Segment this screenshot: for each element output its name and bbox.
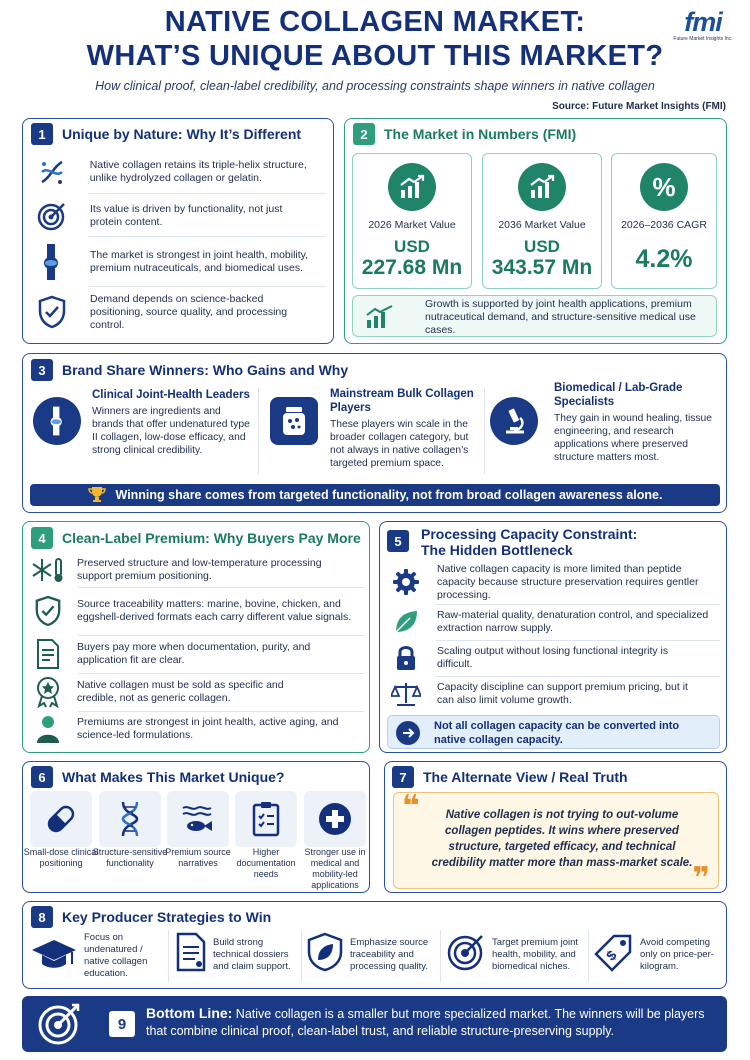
logo-subtext: Future Market Insights Inc. (673, 36, 733, 42)
percent-icon: % (640, 163, 688, 211)
list-item (32, 290, 328, 334)
divider (301, 930, 302, 982)
callout-text: Not all collagen capacity can be converted into native collagen capacity. (434, 720, 680, 746)
winner-icon-circle (270, 397, 318, 445)
list-item (32, 240, 328, 284)
stat-card (611, 153, 717, 289)
microscope-icon (490, 397, 538, 445)
stat-value: 227.68 Mn (361, 256, 463, 279)
stat-card (352, 153, 472, 289)
quote-box (393, 790, 719, 895)
list-item (388, 606, 724, 638)
supplement-jar-icon (270, 397, 318, 445)
arrow-right-icon (396, 721, 420, 745)
divider (484, 388, 485, 474)
stat-currency: USD (524, 237, 560, 256)
section-number: 9 (109, 1011, 135, 1037)
stat-value: 4.2% (635, 245, 693, 273)
svg-text:$: $ (602, 946, 620, 964)
section-title-line2: The Hidden Bottleneck (421, 542, 573, 558)
close-quote-icon: ❞ (692, 862, 710, 895)
target-icon (32, 200, 72, 232)
strategy-text: Target premium joint health, mobility, and biomedical niches. (492, 936, 579, 972)
divider (168, 930, 169, 982)
growth-chart-icon (518, 163, 566, 211)
page-title-line1: NATIVE COLLAGEN MARKET: (164, 6, 586, 38)
list-item (30, 675, 366, 709)
section-title: The Market in Numbers (FMI) (384, 126, 577, 142)
gear-icon (388, 568, 424, 596)
bottom-line-banner (22, 996, 727, 1052)
document-icon (175, 932, 207, 977)
divider (436, 676, 720, 677)
snowflake-thermometer-icon (30, 556, 66, 584)
item-text: Capacity discipline can support premium pricing, but it can also limit volume growth. (437, 681, 688, 706)
fish-icon (167, 791, 229, 847)
banner-text: Winning share comes from targeted functionality, not from broad collagen awareness alone. (115, 488, 663, 502)
winner-card (92, 388, 252, 457)
winner-card (330, 387, 480, 470)
list-item (30, 589, 366, 633)
strategy-text: Emphasize source traceability and processing quality. (350, 936, 429, 972)
item-text: Raw-material quality, denaturation control, and specialized extraction narrow supply. (437, 609, 709, 634)
section2-header (353, 123, 576, 145)
section-number: 8 (31, 906, 53, 928)
section-title: Unique by Nature: Why It’s Different (62, 126, 302, 142)
bottom-line-text (146, 1005, 716, 1040)
target-icon (36, 1001, 82, 1052)
stat-value: 343.57 Mn (491, 256, 593, 279)
clipboard-icon (235, 791, 297, 847)
note-text: Growth is supported by joint health applications, premium nutraceutical demand, and structure-sensitive medical use cases. (425, 298, 696, 336)
bar-chart-icon (365, 304, 395, 330)
item-text: Native collagen retains its triple-helix structure, unlike hydrolyzed collagen or gelatin. (89, 159, 307, 184)
divider (78, 711, 364, 712)
section-number: 2 (353, 123, 375, 145)
divider (88, 236, 326, 237)
medical-cross-icon (304, 791, 366, 847)
dna-icon (99, 791, 161, 847)
section1-header (31, 123, 301, 145)
section-title: Key Producer Strategies to Win (62, 909, 272, 925)
stat-label: 2036 Market Value (498, 219, 586, 231)
tile-label: Stronger use in medical and mobility-led applications (304, 847, 366, 890)
tile-label: Small-dose clinical positioning (23, 847, 99, 868)
divider (436, 640, 720, 641)
section-title: Clean-Label Premium: Why Buyers Pay More (62, 530, 361, 546)
tile-label: Structure-sensitive functionality (92, 847, 168, 868)
winning-share-banner (30, 484, 720, 506)
strategy-item (30, 932, 164, 980)
list-item (30, 554, 366, 586)
divider (258, 388, 259, 474)
section-title-line1: Processing Capacity Constraint: (421, 526, 638, 542)
section7-header (392, 766, 628, 788)
section-title: The Alternate View / Real Truth (423, 769, 628, 785)
strategy-item (175, 932, 305, 977)
winner-icon-circle (33, 397, 81, 445)
list-item (388, 562, 724, 602)
open-quote-icon: ❝ (402, 790, 420, 823)
list-item (388, 678, 724, 710)
knee-joint-icon (32, 242, 72, 282)
strategy-text: Build strong technical dossiers and claim support. (213, 936, 291, 972)
page-title-line2: WHAT’S UNIQUE ABOUT THIS MARKET? (86, 40, 664, 72)
divider (436, 604, 720, 605)
item-text: Premiums are strongest in joint health, active aging, and science-led formulations. (77, 716, 339, 741)
section-number: 7 (392, 766, 414, 788)
divider (588, 930, 589, 982)
divider (78, 587, 364, 588)
winner-text: These players win scale in the broader collagen category, but not always in native collagen’s targeted premium space. (330, 419, 469, 469)
item-text: Buyers pay more when documentation, purity, and application fit are clear. (77, 641, 311, 666)
item-text: Preserved structure and low-temperature processing support premium positioning. (77, 557, 322, 582)
winner-heading: Mainstream Bulk Collagen Players (330, 388, 474, 414)
item-text: Its value is driven by functionality, not just protein content. (90, 203, 283, 228)
section-number: 1 (31, 123, 53, 145)
tile-label: Premium source narratives (165, 847, 231, 868)
stat-label: 2026–2036 CAGR (621, 219, 707, 231)
section-title (421, 526, 681, 558)
shield-check-icon (32, 295, 72, 329)
list-item (32, 196, 328, 236)
section-number: 5 (387, 530, 409, 552)
graduation-cap-icon (30, 936, 78, 977)
strategy-item (306, 932, 440, 977)
dna-icon (32, 156, 72, 188)
fmi-logo (666, 8, 740, 42)
list-item (388, 642, 724, 674)
item-text: Scaling output without losing functional integrity is difficult. (437, 645, 669, 670)
winner-card (554, 381, 714, 464)
capacity-callout (387, 715, 720, 749)
divider (440, 930, 441, 982)
bottom-line-label: Bottom Line: (146, 1005, 233, 1021)
section4-header (31, 527, 361, 549)
list-item (32, 152, 328, 192)
lock-icon (388, 644, 424, 672)
stat-label: 2026 Market Value (368, 219, 456, 231)
strategy-item (592, 932, 722, 977)
shield-leaf-icon (306, 932, 344, 977)
shield-check-icon (30, 595, 66, 627)
section-number: 4 (31, 527, 53, 549)
winner-heading: Biomedical / Lab-Grade Specialists (554, 382, 683, 408)
section-title: What Makes This Market Unique? (62, 769, 285, 785)
section-title: Brand Share Winners: Who Gains and Why (62, 362, 349, 378)
growth-note (352, 295, 717, 337)
scale-icon (388, 681, 424, 707)
divider (78, 673, 364, 674)
award-badge-icon (30, 676, 66, 708)
winner-text: Winners are ingredients and brands that offer undenatured type II collagen, low-dose efficacy, and strong clinical credibility. (92, 406, 250, 456)
divider (88, 286, 326, 287)
winner-icon-circle (490, 397, 538, 445)
source-note: Source: Future Market Insights (FMI) (552, 101, 726, 112)
logo-text: fmi (684, 7, 722, 37)
section8-header (31, 906, 271, 928)
item-text: The market is strongest in joint health, mobility, premium nutraceuticals, and biomedical uses. (90, 249, 309, 274)
item-text: Demand depends on science-backed positioning, source quality, and processing control. (90, 292, 288, 331)
section3-header (31, 359, 348, 381)
strategy-text: Avoid competing only on price-per-kilogram. (640, 936, 714, 972)
list-item (30, 713, 366, 745)
list-item (30, 637, 366, 671)
winner-text: They gain in wound healing, tissue engineering, and research applications where preserved structure matters most. (554, 413, 712, 463)
strategy-item (446, 932, 586, 977)
item-text: Native collagen capacity is more limited than peptide capacity because structure preservation requires gentler processing. (437, 562, 699, 601)
section-number: 3 (31, 359, 53, 381)
bottom-line-body: Native collagen is a smaller but more specialized market. The winners will be players that combine clinical proof, clean-label trust, and reliable structure-preserving supply. (146, 1007, 705, 1038)
divider (88, 193, 326, 194)
stat-currency: USD (394, 237, 430, 256)
item-text: Source traceability matters: marine, bovine, chicken, and eggshell-derived formats each carry different value signals. (77, 598, 352, 623)
knee-joint-icon (33, 397, 81, 445)
trophy-icon (88, 485, 106, 506)
tile-label: Higher documentation needs (236, 847, 296, 879)
quote-text: Native collagen is not trying to out-volume collagen peptides. It wins where preserved structure, targeted efficacy, and technical credibility matter more than mass-market scale. (431, 809, 693, 869)
strategy-text: Focus on undenatured / native collagen education. (84, 932, 148, 979)
winner-heading: Clinical Joint-Health Leaders (92, 389, 250, 401)
stat-card (482, 153, 602, 289)
price-tag-icon (592, 932, 634, 977)
item-text: Native collagen must be sold as specific and credible, not as generic collagen. (77, 679, 284, 704)
section6-header (31, 766, 284, 788)
page-subtitle: How clinical proof, clean-label credibility, and processing constraints shape winners in native collagen (95, 79, 655, 93)
leaf-icon (388, 608, 424, 636)
person-icon (30, 714, 66, 744)
target-icon (446, 932, 486, 977)
section-number: 6 (31, 766, 53, 788)
divider (78, 635, 364, 636)
growth-chart-icon (388, 163, 436, 211)
document-icon (30, 638, 66, 670)
capsule-icon (30, 791, 92, 847)
